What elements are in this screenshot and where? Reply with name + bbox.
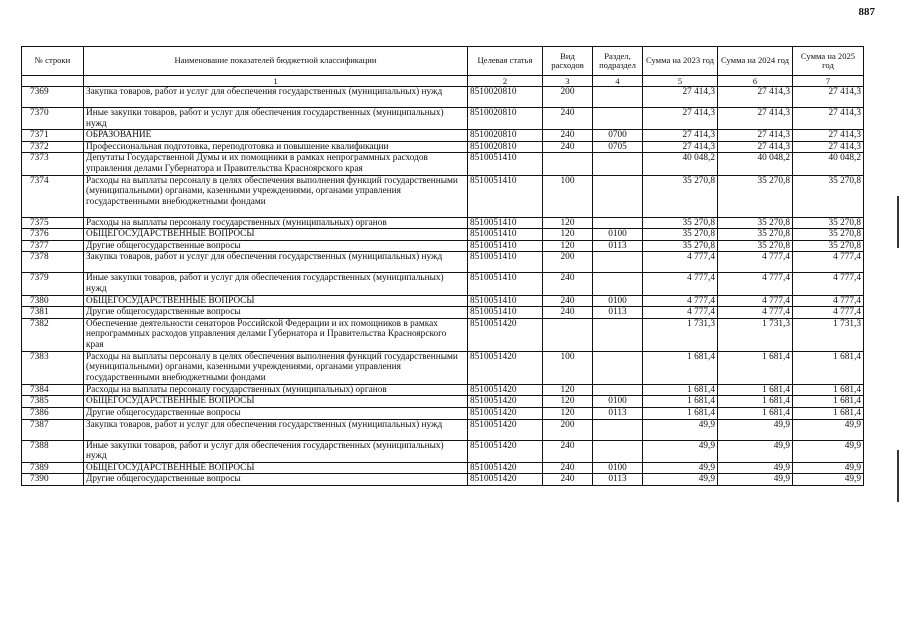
sum-2023-cell: 49,9 <box>643 462 718 474</box>
sum-2023-cell: 35 270,8 <box>643 217 718 229</box>
target-article-cell: 8510020810 <box>468 108 543 130</box>
indicator-name-cell: ОБЩЕГОСУДАРСТВЕННЫЕ ВОПРОСЫ <box>84 396 468 408</box>
row-number-cell: 7381 <box>22 307 84 319</box>
table-row <box>22 384 864 396</box>
indicator-name-cell: Расходы на выплаты персоналу в целях обеспечения выполнения функций государственными (муниципальными) органами, казенными учреждениями, органами управления государственными внебюджетными фондами <box>84 351 468 384</box>
budget-table <box>21 46 864 486</box>
sum-2023-cell: 49,9 <box>643 474 718 486</box>
row-number-cell: 7383 <box>22 351 84 384</box>
sum-2024-cell: 4 777,4 <box>718 307 793 319</box>
sum-2025-cell: 35 270,8 <box>793 240 864 252</box>
row-number-cell: 7371 <box>22 130 84 142</box>
sum-2025-cell: 4 777,4 <box>793 273 864 295</box>
indicator-name-cell: Другие общегосударственные вопросы <box>84 240 468 252</box>
table-row <box>22 153 864 175</box>
expense-kind-cell: 240 <box>543 295 593 307</box>
expense-kind-cell: 120 <box>543 407 593 419</box>
header-sum-2023: Сумма на 2023 год <box>643 47 718 76</box>
table-row <box>22 130 864 142</box>
sum-2023-cell: 27 414,3 <box>643 87 718 108</box>
sum-2023-cell: 49,9 <box>643 419 718 440</box>
expense-kind-cell <box>543 153 593 175</box>
page-number: 887 <box>858 6 875 18</box>
section-cell <box>593 87 643 108</box>
row-number-cell: 7384 <box>22 384 84 396</box>
expense-kind-cell: 120 <box>543 396 593 408</box>
header-sum-2024: Сумма на 2024 год <box>718 47 793 76</box>
row-number-cell: 7379 <box>22 273 84 295</box>
sum-2024-cell: 35 270,8 <box>718 175 793 217</box>
sum-2024-cell: 4 777,4 <box>718 252 793 273</box>
header-expense-kind: Вид расходов <box>543 47 593 76</box>
column-number: 1 <box>84 76 468 87</box>
row-number-cell: 7369 <box>22 87 84 108</box>
table-header-row <box>22 47 864 76</box>
column-number: 4 <box>593 76 643 87</box>
sum-2025-cell: 40 048,2 <box>793 153 864 175</box>
header-target-article: Целевая статья <box>468 47 543 76</box>
sum-2025-cell: 49,9 <box>793 474 864 486</box>
row-number-cell: 7372 <box>22 141 84 153</box>
target-article-cell: 8510020810 <box>468 87 543 108</box>
sum-2023-cell: 27 414,3 <box>643 141 718 153</box>
indicator-name-cell: ОБЩЕГОСУДАРСТВЕННЫЕ ВОПРОСЫ <box>84 229 468 241</box>
target-article-cell: 8510051410 <box>468 240 543 252</box>
section-cell <box>593 153 643 175</box>
sum-2024-cell: 4 777,4 <box>718 295 793 307</box>
sum-2025-cell: 27 414,3 <box>793 87 864 108</box>
table-row <box>22 407 864 419</box>
sum-2024-cell: 35 270,8 <box>718 229 793 241</box>
section-cell <box>593 419 643 440</box>
table-row <box>22 295 864 307</box>
target-article-cell: 8510051420 <box>468 396 543 408</box>
section-cell <box>593 108 643 130</box>
table-row <box>22 252 864 273</box>
sum-2025-cell: 49,9 <box>793 419 864 440</box>
sum-2024-cell: 49,9 <box>718 474 793 486</box>
target-article-cell: 8510051420 <box>468 462 543 474</box>
sum-2023-cell: 1 681,4 <box>643 396 718 408</box>
target-article-cell: 8510051420 <box>468 407 543 419</box>
sum-2025-cell: 49,9 <box>793 440 864 462</box>
sum-2023-cell: 1 681,4 <box>643 407 718 419</box>
sum-2025-cell: 27 414,3 <box>793 108 864 130</box>
table-row <box>22 462 864 474</box>
section-cell: 0113 <box>593 407 643 419</box>
sum-2023-cell: 40 048,2 <box>643 153 718 175</box>
section-cell <box>593 273 643 295</box>
table-row <box>22 419 864 440</box>
sum-2024-cell: 1 681,4 <box>718 351 793 384</box>
column-number-row <box>22 76 864 87</box>
table-row <box>22 351 864 384</box>
row-number-cell: 7382 <box>22 318 84 351</box>
expense-kind-cell: 240 <box>543 440 593 462</box>
sum-2023-cell: 1 681,4 <box>643 351 718 384</box>
table-body <box>22 87 864 486</box>
row-number-cell: 7378 <box>22 252 84 273</box>
sum-2025-cell: 27 414,3 <box>793 141 864 153</box>
table-row <box>22 273 864 295</box>
target-article-cell: 8510051420 <box>468 474 543 486</box>
expense-kind-cell: 240 <box>543 130 593 142</box>
expense-kind-cell: 120 <box>543 217 593 229</box>
row-number-cell: 7373 <box>22 153 84 175</box>
sum-2023-cell: 35 270,8 <box>643 240 718 252</box>
sum-2023-cell: 27 414,3 <box>643 130 718 142</box>
expense-kind-cell: 240 <box>543 462 593 474</box>
row-number-cell: 7377 <box>22 240 84 252</box>
header-indicator-name: Наименование показателей бюджетной классификации <box>84 47 468 76</box>
section-cell: 0113 <box>593 474 643 486</box>
sum-2025-cell: 35 270,8 <box>793 229 864 241</box>
sum-2025-cell: 1 681,4 <box>793 407 864 419</box>
expense-kind-cell: 240 <box>543 108 593 130</box>
target-article-cell: 8510051420 <box>468 318 543 351</box>
sum-2023-cell: 35 270,8 <box>643 229 718 241</box>
indicator-name-cell: Расходы на выплаты персоналу государственных (муниципальных) органов <box>84 217 468 229</box>
column-number <box>22 76 84 87</box>
table-row <box>22 240 864 252</box>
sum-2023-cell: 1 731,3 <box>643 318 718 351</box>
expense-kind-cell: 240 <box>543 273 593 295</box>
expense-kind-cell: 120 <box>543 229 593 241</box>
table-row <box>22 87 864 108</box>
expense-kind-cell: 200 <box>543 419 593 440</box>
sum-2024-cell: 1 681,4 <box>718 407 793 419</box>
indicator-name-cell: Закупка товаров, работ и услуг для обеспечения государственных (муниципальных) нужд <box>84 87 468 108</box>
expense-kind-cell: 200 <box>543 87 593 108</box>
expense-kind-cell: 120 <box>543 240 593 252</box>
row-number-cell: 7390 <box>22 474 84 486</box>
header-section: Раздел, подраздел <box>593 47 643 76</box>
sum-2025-cell: 1 681,4 <box>793 396 864 408</box>
sum-2025-cell: 4 777,4 <box>793 307 864 319</box>
target-article-cell: 8510051420 <box>468 351 543 384</box>
table-row <box>22 141 864 153</box>
indicator-name-cell: Другие общегосударственные вопросы <box>84 307 468 319</box>
indicator-name-cell: Закупка товаров, работ и услуг для обеспечения государственных (муниципальных) нужд <box>84 252 468 273</box>
target-article-cell: 8510051410 <box>468 175 543 217</box>
sum-2024-cell: 4 777,4 <box>718 273 793 295</box>
target-article-cell: 8510051410 <box>468 273 543 295</box>
sum-2024-cell: 1 681,4 <box>718 384 793 396</box>
indicator-name-cell: Депутаты Государственной Думы и их помощники в рамках непрограммных расходов управления делами Губернатора и Правительства Красноярского края <box>84 153 468 175</box>
indicator-name-cell: Закупка товаров, работ и услуг для обеспечения государственных (муниципальных) нужд <box>84 419 468 440</box>
table-row <box>22 217 864 229</box>
table-row <box>22 175 864 217</box>
sum-2024-cell: 35 270,8 <box>718 217 793 229</box>
sum-2023-cell: 27 414,3 <box>643 108 718 130</box>
section-cell: 0700 <box>593 130 643 142</box>
section-cell <box>593 384 643 396</box>
section-cell: 0113 <box>593 307 643 319</box>
sum-2023-cell: 49,9 <box>643 440 718 462</box>
table-row <box>22 229 864 241</box>
indicator-name-cell: Иные закупки товаров, работ и услуг для обеспечения государственных (муниципальных) нужд <box>84 108 468 130</box>
table-row <box>22 108 864 130</box>
sum-2024-cell: 1 731,3 <box>718 318 793 351</box>
sum-2023-cell: 1 681,4 <box>643 384 718 396</box>
sum-2023-cell: 4 777,4 <box>643 273 718 295</box>
header-row-number: № строки <box>22 47 84 76</box>
indicator-name-cell: Расходы на выплаты персоналу в целях обеспечения выполнения функций государственными (муниципальными) органами, казенными учреждениями, органами управления государственными внебюджетными фондами <box>84 175 468 217</box>
sum-2023-cell: 4 777,4 <box>643 307 718 319</box>
target-article-cell: 8510051410 <box>468 153 543 175</box>
section-cell <box>593 440 643 462</box>
header-sum-2025: Сумма на 2025 год <box>793 47 864 76</box>
target-article-cell: 8510020810 <box>468 141 543 153</box>
sum-2024-cell: 27 414,3 <box>718 87 793 108</box>
expense-kind-cell: 120 <box>543 384 593 396</box>
column-number: 7 <box>793 76 864 87</box>
column-number: 5 <box>643 76 718 87</box>
sum-2025-cell: 49,9 <box>793 462 864 474</box>
expense-kind-cell: 200 <box>543 252 593 273</box>
indicator-name-cell: ОБРАЗОВАНИЕ <box>84 130 468 142</box>
row-number-cell: 7387 <box>22 419 84 440</box>
table-row <box>22 474 864 486</box>
expense-kind-cell: 240 <box>543 307 593 319</box>
row-number-cell: 7386 <box>22 407 84 419</box>
sum-2024-cell: 49,9 <box>718 419 793 440</box>
sum-2024-cell: 35 270,8 <box>718 240 793 252</box>
scan-edge-mark <box>897 450 899 502</box>
row-number-cell: 7375 <box>22 217 84 229</box>
section-cell <box>593 175 643 217</box>
section-cell <box>593 252 643 273</box>
target-article-cell: 8510051410 <box>468 229 543 241</box>
row-number-cell: 7389 <box>22 462 84 474</box>
sum-2024-cell: 40 048,2 <box>718 153 793 175</box>
row-number-cell: 7388 <box>22 440 84 462</box>
table-row <box>22 440 864 462</box>
column-number: 2 <box>468 76 543 87</box>
sum-2025-cell: 1 681,4 <box>793 351 864 384</box>
scan-edge-mark <box>897 196 899 248</box>
sum-2024-cell: 49,9 <box>718 440 793 462</box>
table-row <box>22 307 864 319</box>
indicator-name-cell: Профессиональная подготовка, переподготовка и повышение квалификации <box>84 141 468 153</box>
target-article-cell: 8510051410 <box>468 307 543 319</box>
expense-kind-cell: 100 <box>543 351 593 384</box>
sum-2024-cell: 1 681,4 <box>718 396 793 408</box>
sum-2023-cell: 35 270,8 <box>643 175 718 217</box>
target-article-cell: 8510020810 <box>468 130 543 142</box>
indicator-name-cell: Другие общегосударственные вопросы <box>84 474 468 486</box>
indicator-name-cell: ОБЩЕГОСУДАРСТВЕННЫЕ ВОПРОСЫ <box>84 462 468 474</box>
sum-2025-cell: 1 681,4 <box>793 384 864 396</box>
indicator-name-cell: Обеспечение деятельности сенаторов Российской Федерации и их помощников в рамках непрограммных расходов управления делами Губернатора и Правительства Красноярского края <box>84 318 468 351</box>
table-row <box>22 396 864 408</box>
sum-2025-cell: 35 270,8 <box>793 217 864 229</box>
table-row <box>22 318 864 351</box>
target-article-cell: 8510051410 <box>468 295 543 307</box>
section-cell: 0100 <box>593 295 643 307</box>
expense-kind-cell: 100 <box>543 175 593 217</box>
section-cell <box>593 318 643 351</box>
sum-2023-cell: 4 777,4 <box>643 252 718 273</box>
section-cell: 0100 <box>593 396 643 408</box>
row-number-cell: 7385 <box>22 396 84 408</box>
sum-2024-cell: 27 414,3 <box>718 130 793 142</box>
target-article-cell: 8510051420 <box>468 384 543 396</box>
row-number-cell: 7380 <box>22 295 84 307</box>
sum-2025-cell: 4 777,4 <box>793 295 864 307</box>
indicator-name-cell: Иные закупки товаров, работ и услуг для обеспечения государственных (муниципальных) нужд <box>84 273 468 295</box>
section-cell: 0100 <box>593 229 643 241</box>
target-article-cell: 8510051420 <box>468 440 543 462</box>
section-cell: 0705 <box>593 141 643 153</box>
target-article-cell: 8510051410 <box>468 217 543 229</box>
expense-kind-cell: 240 <box>543 474 593 486</box>
sum-2025-cell: 4 777,4 <box>793 252 864 273</box>
section-cell <box>593 351 643 384</box>
sum-2023-cell: 4 777,4 <box>643 295 718 307</box>
section-cell <box>593 217 643 229</box>
indicator-name-cell: Расходы на выплаты персоналу государственных (муниципальных) органов <box>84 384 468 396</box>
sum-2024-cell: 27 414,3 <box>718 108 793 130</box>
row-number-cell: 7370 <box>22 108 84 130</box>
section-cell: 0113 <box>593 240 643 252</box>
sum-2025-cell: 1 731,3 <box>793 318 864 351</box>
indicator-name-cell: Иные закупки товаров, работ и услуг для обеспечения государственных (муниципальных) нужд <box>84 440 468 462</box>
column-number: 3 <box>543 76 593 87</box>
indicator-name-cell: Другие общегосударственные вопросы <box>84 407 468 419</box>
sum-2024-cell: 49,9 <box>718 462 793 474</box>
expense-kind-cell: 240 <box>543 141 593 153</box>
section-cell: 0100 <box>593 462 643 474</box>
sum-2024-cell: 27 414,3 <box>718 141 793 153</box>
row-number-cell: 7376 <box>22 229 84 241</box>
target-article-cell: 8510051410 <box>468 252 543 273</box>
sum-2025-cell: 35 270,8 <box>793 175 864 217</box>
indicator-name-cell: ОБЩЕГОСУДАРСТВЕННЫЕ ВОПРОСЫ <box>84 295 468 307</box>
sum-2025-cell: 27 414,3 <box>793 130 864 142</box>
row-number-cell: 7374 <box>22 175 84 217</box>
target-article-cell: 8510051420 <box>468 419 543 440</box>
column-number: 6 <box>718 76 793 87</box>
expense-kind-cell <box>543 318 593 351</box>
